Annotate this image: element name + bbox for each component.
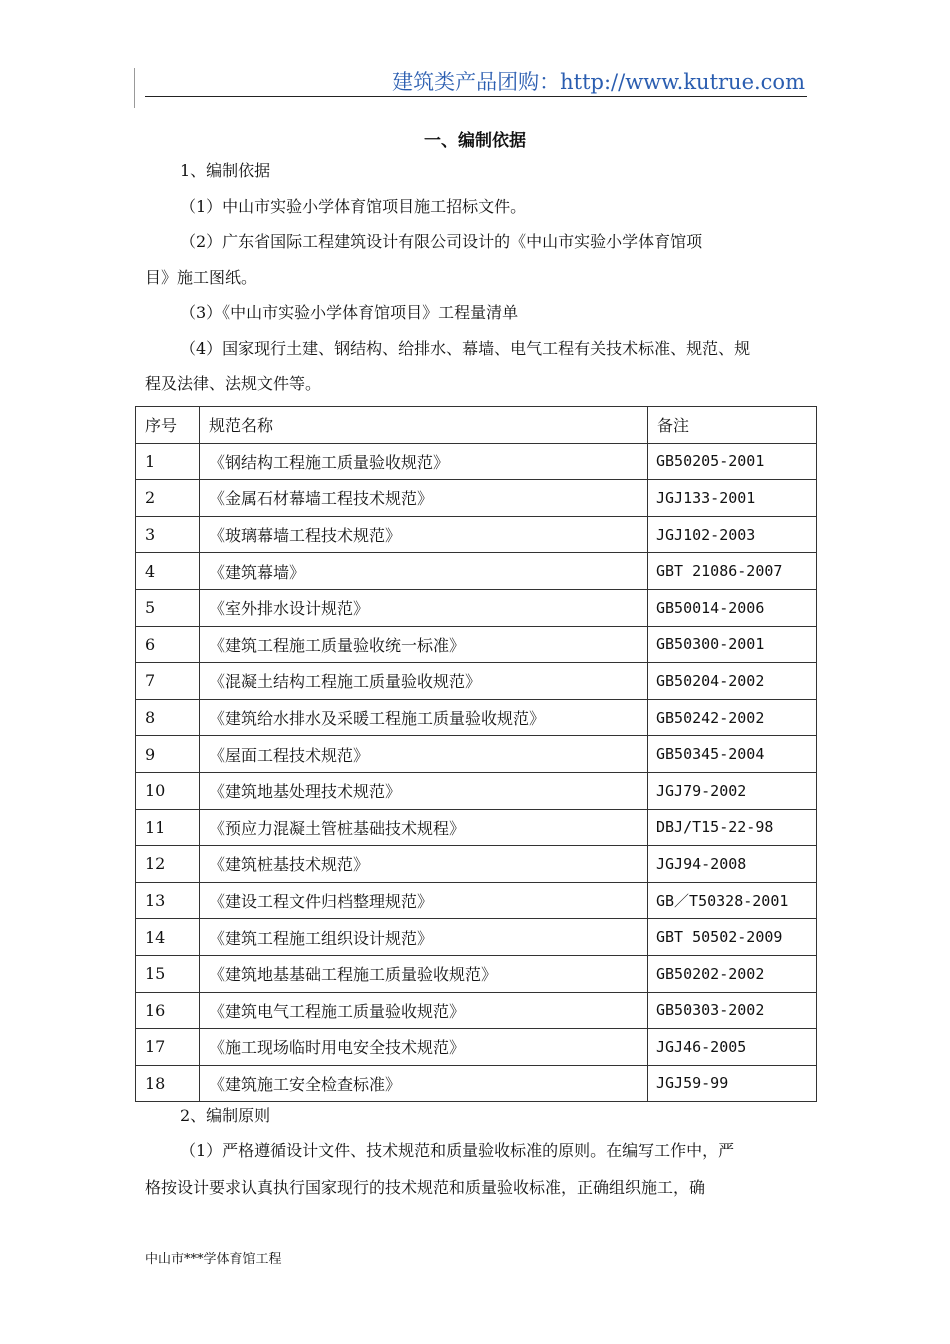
header-rule bbox=[145, 96, 807, 97]
table-row bbox=[136, 992, 817, 1029]
basis-item-1: （1）中山市实验小学体育馆项目施工招标文件。 bbox=[180, 197, 527, 216]
cell-index: 7 bbox=[136, 663, 200, 700]
cell-standard-code: GB50300-2001 bbox=[648, 626, 817, 663]
cell-standard-name: 《建筑工程施工质量验收统一标准》 bbox=[200, 626, 648, 663]
cell-index: 11 bbox=[136, 809, 200, 846]
table-row bbox=[136, 882, 817, 919]
table-row bbox=[136, 699, 817, 736]
cell-index: 9 bbox=[136, 736, 200, 773]
cell-standard-name: 《建筑幕墙》 bbox=[200, 553, 648, 590]
table-row bbox=[136, 443, 817, 480]
table-row bbox=[136, 480, 817, 517]
basis-heading: 1、编制依据 bbox=[180, 161, 271, 180]
header-website-link[interactable]: 建筑类产品团购：http://www.kutrue.com bbox=[392, 70, 805, 94]
table-row bbox=[136, 772, 817, 809]
table-row bbox=[136, 809, 817, 846]
cell-index: 15 bbox=[136, 955, 200, 992]
cell-standard-name: 《建筑地基处理技术规范》 bbox=[200, 772, 648, 809]
cell-index: 1 bbox=[136, 443, 200, 480]
basis-item-4-line2: 程及法律、法规文件等。 bbox=[145, 374, 322, 393]
table-row bbox=[136, 1029, 817, 1066]
cell-index: 16 bbox=[136, 992, 200, 1029]
cell-index: 3 bbox=[136, 516, 200, 553]
basis-item-2-line1: （2）广东省国际工程建筑设计有限公司设计的《中山市实验小学体育馆项 bbox=[180, 232, 703, 251]
cell-standard-name: 《金属石材幕墙工程技术规范》 bbox=[200, 480, 648, 517]
cell-standard-name: 《混凝土结构工程施工质量验收规范》 bbox=[200, 663, 648, 700]
cell-standard-name: 《建筑电气工程施工质量验收规范》 bbox=[200, 992, 648, 1029]
page-footer: 中山市***学体育馆工程 bbox=[145, 1252, 282, 1267]
header-cell-name: 规范名称 bbox=[200, 407, 648, 444]
table-row bbox=[136, 1065, 817, 1102]
cell-standard-code: GB50345-2004 bbox=[648, 736, 817, 773]
cell-standard-name: 《预应力混凝土管桩基础技术规程》 bbox=[200, 809, 648, 846]
cell-index: 8 bbox=[136, 699, 200, 736]
cell-standard-code: GB50303-2002 bbox=[648, 992, 817, 1029]
table-row bbox=[136, 736, 817, 773]
table-row bbox=[136, 663, 817, 700]
cell-standard-code: JGJ46-2005 bbox=[648, 1029, 817, 1066]
cell-standard-name: 《建设工程文件归档整理规范》 bbox=[200, 882, 648, 919]
cell-standard-name: 《建筑施工安全检查标准》 bbox=[200, 1065, 648, 1102]
cell-standard-code: JGJ102-2003 bbox=[648, 516, 817, 553]
cell-standard-name: 《屋面工程技术规范》 bbox=[200, 736, 648, 773]
table-row bbox=[136, 626, 817, 663]
cell-index: 10 bbox=[136, 772, 200, 809]
cell-standard-name: 《建筑给水排水及采暖工程施工质量验收规范》 bbox=[200, 699, 648, 736]
margin-corner-mark bbox=[134, 68, 135, 108]
principles-heading: 2、编制原则 bbox=[180, 1106, 271, 1125]
cell-standard-code: GBT 21086-2007 bbox=[648, 553, 817, 590]
cell-standard-name: 《玻璃幕墙工程技术规范》 bbox=[200, 516, 648, 553]
cell-index: 6 bbox=[136, 626, 200, 663]
header-cell-index: 序号 bbox=[136, 407, 200, 444]
table-row bbox=[136, 589, 817, 626]
cell-index: 18 bbox=[136, 1065, 200, 1102]
cell-standard-code: JGJ59-99 bbox=[648, 1065, 817, 1102]
cell-index: 2 bbox=[136, 480, 200, 517]
cell-standard-name: 《建筑桩基技术规范》 bbox=[200, 846, 648, 883]
cell-standard-code: GB50242-2002 bbox=[648, 699, 817, 736]
cell-standard-name: 《建筑工程施工组织设计规范》 bbox=[200, 919, 648, 956]
cell-index: 13 bbox=[136, 882, 200, 919]
cell-standard-code: GB／T50328-2001 bbox=[648, 882, 817, 919]
cell-index: 17 bbox=[136, 1029, 200, 1066]
cell-index: 14 bbox=[136, 919, 200, 956]
cell-standard-name: 《室外排水设计规范》 bbox=[200, 589, 648, 626]
cell-standard-code: JGJ94-2008 bbox=[648, 846, 817, 883]
header-cell-remark: 备注 bbox=[648, 407, 817, 444]
cell-standard-code: GB50205-2001 bbox=[648, 443, 817, 480]
cell-standard-code: GB50014-2006 bbox=[648, 589, 817, 626]
basis-item-4-line1: （4）国家现行土建、钢结构、给排水、幕墙、电气工程有关技术标准、规范、规 bbox=[180, 339, 751, 358]
table-header-row bbox=[136, 407, 817, 444]
table-row bbox=[136, 516, 817, 553]
cell-standard-code: GB50204-2002 bbox=[648, 663, 817, 700]
table-row bbox=[136, 919, 817, 956]
standards-table bbox=[135, 406, 817, 1102]
basis-item-3: （3）《中山市实验小学体育馆项目》工程量清单 bbox=[180, 303, 519, 322]
principles-item-1-line2: 格按设计要求认真执行国家现行的技术规范和质量验收标准，正确组织施工，确 bbox=[145, 1178, 706, 1197]
table-row bbox=[136, 846, 817, 883]
cell-index: 4 bbox=[136, 553, 200, 590]
cell-standard-code: DBJ/T15-22-98 bbox=[648, 809, 817, 846]
table-row bbox=[136, 553, 817, 590]
cell-standard-code: GB50202-2002 bbox=[648, 955, 817, 992]
section-title: 一、编制依据 bbox=[424, 131, 526, 151]
cell-standard-name: 《施工现场临时用电安全技术规范》 bbox=[200, 1029, 648, 1066]
cell-standard-code: JGJ133-2001 bbox=[648, 480, 817, 517]
cell-standard-code: JGJ79-2002 bbox=[648, 772, 817, 809]
cell-index: 12 bbox=[136, 846, 200, 883]
cell-index: 5 bbox=[136, 589, 200, 626]
cell-standard-name: 《建筑地基基础工程施工质量验收规范》 bbox=[200, 955, 648, 992]
basis-item-2-line2: 目》施工图纸。 bbox=[145, 268, 258, 287]
cell-standard-code: GBT 50502-2009 bbox=[648, 919, 817, 956]
table-row bbox=[136, 955, 817, 992]
cell-standard-name: 《钢结构工程施工质量验收规范》 bbox=[200, 443, 648, 480]
principles-item-1-line1: （1）严格遵循设计文件、技术规范和质量验收标准的原则。在编写工作中，严 bbox=[180, 1141, 735, 1160]
